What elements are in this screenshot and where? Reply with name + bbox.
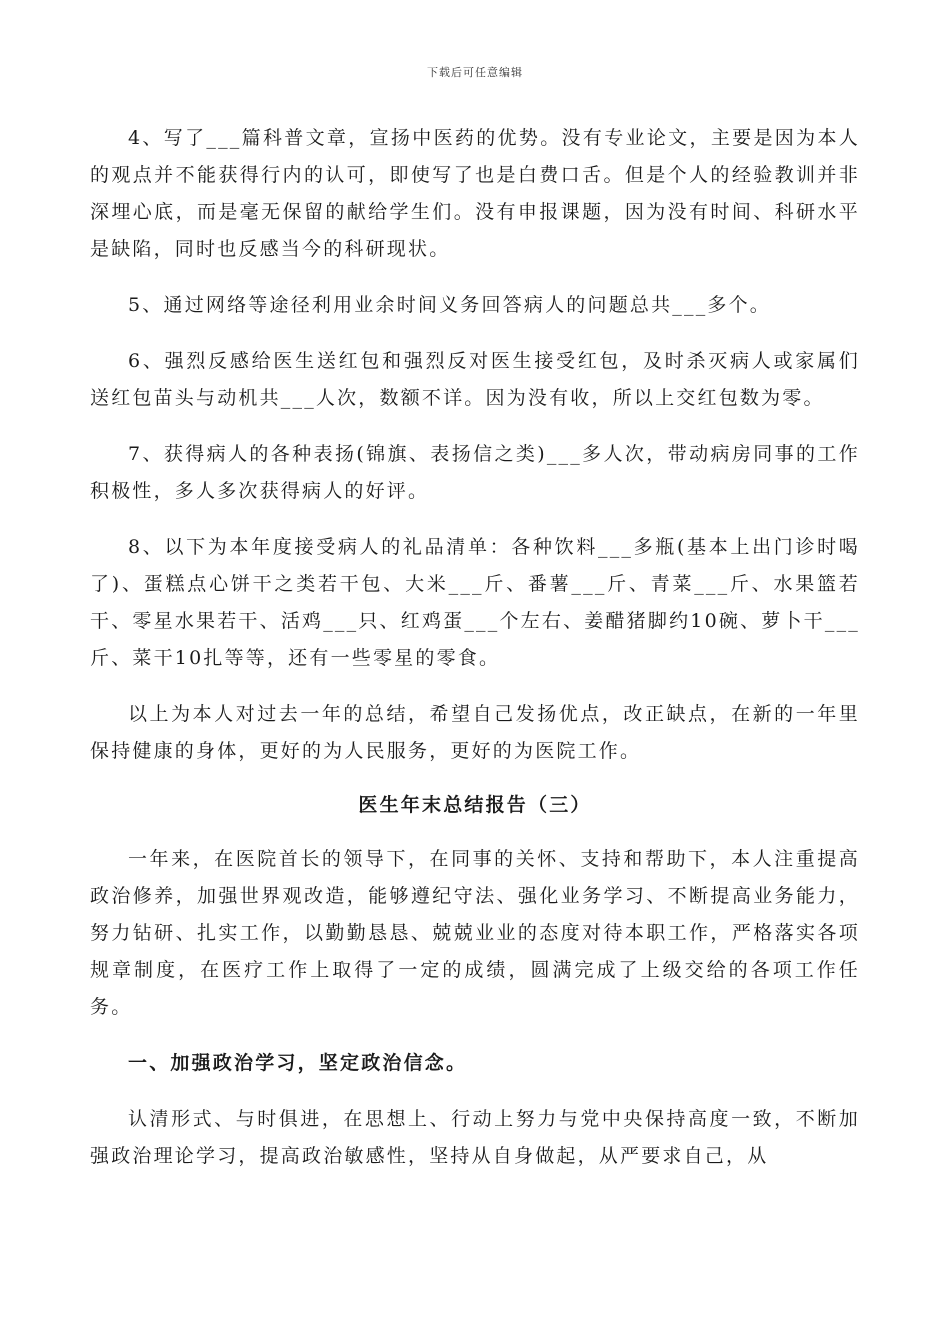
section-title: 医生年末总结报告（三） bbox=[358, 794, 592, 816]
paragraph-summary: 以上为本人对过去一年的总结，希望自己发扬优点，改正缺点，在新的一年里保持健康的身体，更好的为人民服务，更好的为医院工作。 bbox=[90, 703, 860, 762]
section-heading-1: 一、加强政治学习，坚定政治信念。 bbox=[128, 1052, 468, 1074]
paragraph-intro: 一年来，在医院首长的领导下，在同事的关怀、支持和帮助下，本人注重提高政治修养，加强世界观改造，能够遵纪守法、强化业务学习、不断提高业务能力，努力钻研、扎实工作，以勤勤恳恳、兢兢业业的态度对待本职工作，严格落实各项规章制度，在医疗工作上取得了一定的成绩，圆满完成了上级交给的各项工作任务。 bbox=[90, 848, 860, 1018]
document-body bbox=[90, 120, 860, 1175]
page-header: 下载后可任意编辑 bbox=[427, 66, 523, 79]
paragraph-body-1: 认清形式、与时俱进，在思想上、行动上努力与党中央保持高度一致，不断加强政治理论学习，提高政治敏感性，坚持从自身做起，从严要求自己，从 bbox=[90, 1108, 860, 1167]
paragraph-item-6: 6、强烈反感给医生送红包和强烈反对医生接受红包，及时杀灭病人或家属们送红包苗头与动机共___人次，数额不详。因为没有收，所以上交红包数为零。 bbox=[90, 350, 860, 409]
paragraph-item-8: 8、以下为本年度接受病人的礼品清单：各种饮料___多瓶(基本上出门诊时喝了)、蛋糕点心饼干之类若干包、大米___斤、番薯___斤、青菜___斤、水果篮若干、零星水果若干、活鸡___只、红鸡蛋___个左右、姜醋猪脚约10碗、萝卜干___斤、菜干10扎等等，还有一些零星的零食。 bbox=[90, 536, 860, 669]
paragraph-item-7: 7、获得病人的各种表扬(锦旗、表扬信之类)___多人次，带动病房同事的工作积极性，多人多次获得病人的好评。 bbox=[90, 443, 860, 502]
paragraph-item-4: 4、写了___篇科普文章，宣扬中医药的优势。没有专业论文，主要是因为本人的观点并不能获得行内的认可，即使写了也是白费口舌。但是个人的经验教训并非深埋心底，而是毫无保留的献给学生们。没有申报课题，因为没有时间、科研水平是缺陷，同时也反感当今的科研现状。 bbox=[90, 127, 860, 260]
paragraph-item-5: 5、通过网络等途径利用业余时间义务回答病人的问题总共___多个。 bbox=[128, 294, 771, 316]
